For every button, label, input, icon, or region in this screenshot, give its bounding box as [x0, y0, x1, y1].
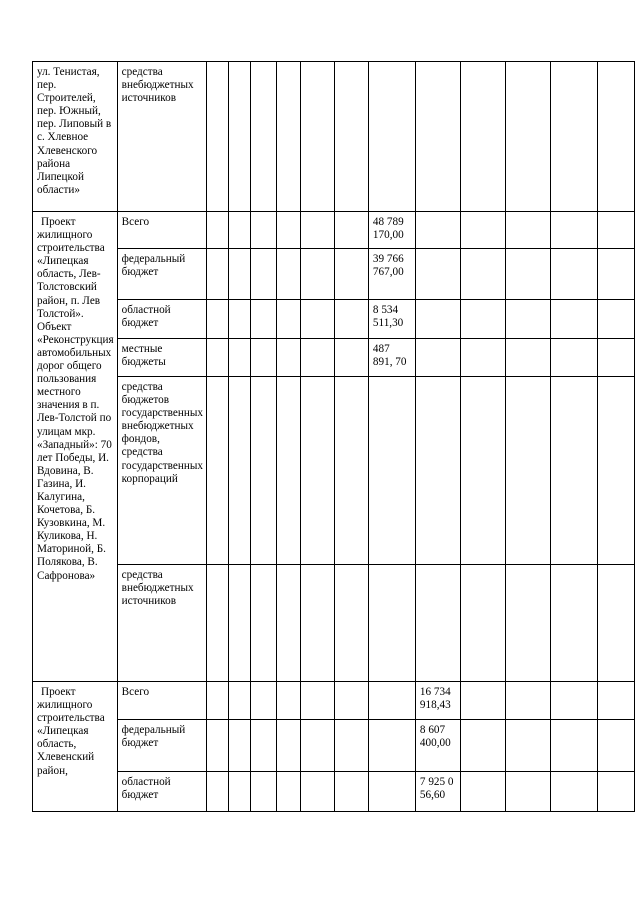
source-cell: областной бюджет [117, 772, 206, 812]
empty-cell [460, 772, 505, 812]
source-cell: средства внебюджетных источников [117, 62, 206, 212]
table-row [33, 565, 635, 682]
empty-cell [206, 682, 228, 720]
empty-cell [276, 339, 300, 377]
amount-cell [415, 249, 460, 300]
empty-cell [460, 377, 505, 565]
empty-cell [228, 720, 250, 772]
empty-cell [550, 249, 597, 300]
empty-cell [206, 772, 228, 812]
empty-cell [334, 772, 368, 812]
empty-cell [300, 377, 334, 565]
empty-cell [250, 772, 276, 812]
empty-cell [550, 377, 597, 565]
empty-cell [206, 720, 228, 772]
empty-cell [250, 62, 276, 212]
source-cell: средства бюджетов государственных внебюджетных фондов, средства государственных корпораций [117, 377, 206, 565]
amount-cell [415, 212, 460, 249]
empty-cell [250, 565, 276, 682]
empty-cell [550, 62, 597, 212]
table-row [33, 377, 635, 565]
empty-cell [550, 300, 597, 339]
empty-cell [597, 720, 634, 772]
empty-cell [460, 62, 505, 212]
empty-cell [505, 565, 550, 682]
table-row [33, 339, 635, 377]
empty-cell [550, 339, 597, 377]
empty-cell [597, 62, 634, 212]
empty-cell [505, 62, 550, 212]
empty-cell [250, 377, 276, 565]
amount-cell [368, 682, 415, 720]
empty-cell [276, 249, 300, 300]
empty-cell [206, 565, 228, 682]
empty-cell [276, 212, 300, 249]
empty-cell [300, 62, 334, 212]
empty-cell [206, 339, 228, 377]
amount-cell [415, 339, 460, 377]
amount-cell [368, 565, 415, 682]
empty-cell [228, 565, 250, 682]
empty-cell [597, 377, 634, 565]
source-cell: областной бюджет [117, 300, 206, 339]
empty-cell [300, 249, 334, 300]
empty-cell [550, 565, 597, 682]
amount-cell [368, 62, 415, 212]
empty-cell [505, 212, 550, 249]
empty-cell [300, 300, 334, 339]
empty-cell [250, 249, 276, 300]
empty-cell [250, 339, 276, 377]
empty-cell [597, 682, 634, 720]
empty-cell [276, 682, 300, 720]
empty-cell [228, 772, 250, 812]
empty-cell [228, 377, 250, 565]
table-row [33, 212, 635, 249]
empty-cell [206, 212, 228, 249]
empty-cell [550, 720, 597, 772]
empty-cell [460, 565, 505, 682]
empty-cell [300, 212, 334, 249]
empty-cell [228, 339, 250, 377]
amount-cell [368, 377, 415, 565]
empty-cell [597, 300, 634, 339]
empty-cell [276, 300, 300, 339]
empty-cell [505, 249, 550, 300]
empty-cell [550, 772, 597, 812]
empty-cell [276, 377, 300, 565]
empty-cell [597, 339, 634, 377]
empty-cell [228, 212, 250, 249]
project-cell: ул. Тенистая, пер. Строителей, пер. Южный, пер. Липовый в с. Хлевное Хлевенского района Липецкой области» [33, 62, 118, 212]
empty-cell [550, 682, 597, 720]
table-row [33, 300, 635, 339]
empty-cell [300, 565, 334, 682]
amount-cell: 39 766 767,00 [368, 249, 415, 300]
source-cell: местные бюджеты [117, 339, 206, 377]
empty-cell [228, 62, 250, 212]
empty-cell [276, 720, 300, 772]
empty-cell [250, 300, 276, 339]
empty-cell [334, 249, 368, 300]
empty-cell [276, 772, 300, 812]
amount-cell [415, 377, 460, 565]
empty-cell [505, 720, 550, 772]
project-cell: Проект жилищного строительства «Липецкая область, Лев-Толстовский район, п. Лев Толстой». Объект «Реконструкция автомобильных дорог общего пользования местного значения в п. Лев-Толстой по улицам мкр. «Западный»: 70 лет Победы, И. Вдовина, В. Газина, И. Калугина, Кочетова, Б. Кузовкина, М. Куликова, Н. Маториной, Б. Полякова, В. Сафронова» [33, 212, 118, 682]
project-cell: Проект жилищного строительства «Липецкая область, Хлевенский район, [33, 682, 118, 812]
empty-cell [228, 249, 250, 300]
source-cell: Всего [117, 682, 206, 720]
empty-cell [334, 62, 368, 212]
amount-cell [368, 720, 415, 772]
empty-cell [250, 682, 276, 720]
amount-cell [368, 772, 415, 812]
empty-cell [334, 300, 368, 339]
empty-cell [300, 682, 334, 720]
amount-cell [415, 300, 460, 339]
amount-cell [415, 565, 460, 682]
budget-table [32, 61, 635, 812]
empty-cell [597, 565, 634, 682]
amount-cell: 7 925 0 56,60 [415, 772, 460, 812]
empty-cell [334, 339, 368, 377]
source-cell: федеральный бюджет [117, 720, 206, 772]
empty-cell [276, 62, 300, 212]
empty-cell [334, 377, 368, 565]
empty-cell [334, 565, 368, 682]
amount-cell: 48 789 170,00 [368, 212, 415, 249]
amount-cell: 487 891, 70 [368, 339, 415, 377]
empty-cell [597, 249, 634, 300]
empty-cell [597, 212, 634, 249]
empty-cell [460, 212, 505, 249]
empty-cell [460, 249, 505, 300]
empty-cell [334, 212, 368, 249]
empty-cell [460, 300, 505, 339]
amount-cell: 8 607 400,00 [415, 720, 460, 772]
amount-cell: 16 734 918,43 [415, 682, 460, 720]
empty-cell [460, 339, 505, 377]
empty-cell [206, 249, 228, 300]
empty-cell [206, 62, 228, 212]
empty-cell [505, 772, 550, 812]
table-row [33, 720, 635, 772]
amount-cell [415, 62, 460, 212]
empty-cell [334, 720, 368, 772]
empty-cell [250, 212, 276, 249]
empty-cell [550, 212, 597, 249]
empty-cell [460, 682, 505, 720]
empty-cell [505, 300, 550, 339]
table-row [33, 772, 635, 812]
empty-cell [228, 682, 250, 720]
empty-cell [276, 565, 300, 682]
source-cell: Всего [117, 212, 206, 249]
empty-cell [505, 377, 550, 565]
table-row [33, 682, 635, 720]
source-cell: федеральный бюджет [117, 249, 206, 300]
empty-cell [228, 300, 250, 339]
empty-cell [206, 377, 228, 565]
source-cell: средства внебюджетных источников [117, 565, 206, 682]
empty-cell [300, 339, 334, 377]
empty-cell [300, 772, 334, 812]
empty-cell [250, 720, 276, 772]
empty-cell [300, 720, 334, 772]
table-row [33, 62, 635, 212]
empty-cell [206, 300, 228, 339]
empty-cell [460, 720, 505, 772]
table-row [33, 249, 635, 300]
empty-cell [505, 339, 550, 377]
empty-cell [597, 772, 634, 812]
amount-cell: 8 534 511,30 [368, 300, 415, 339]
empty-cell [334, 682, 368, 720]
empty-cell [505, 682, 550, 720]
